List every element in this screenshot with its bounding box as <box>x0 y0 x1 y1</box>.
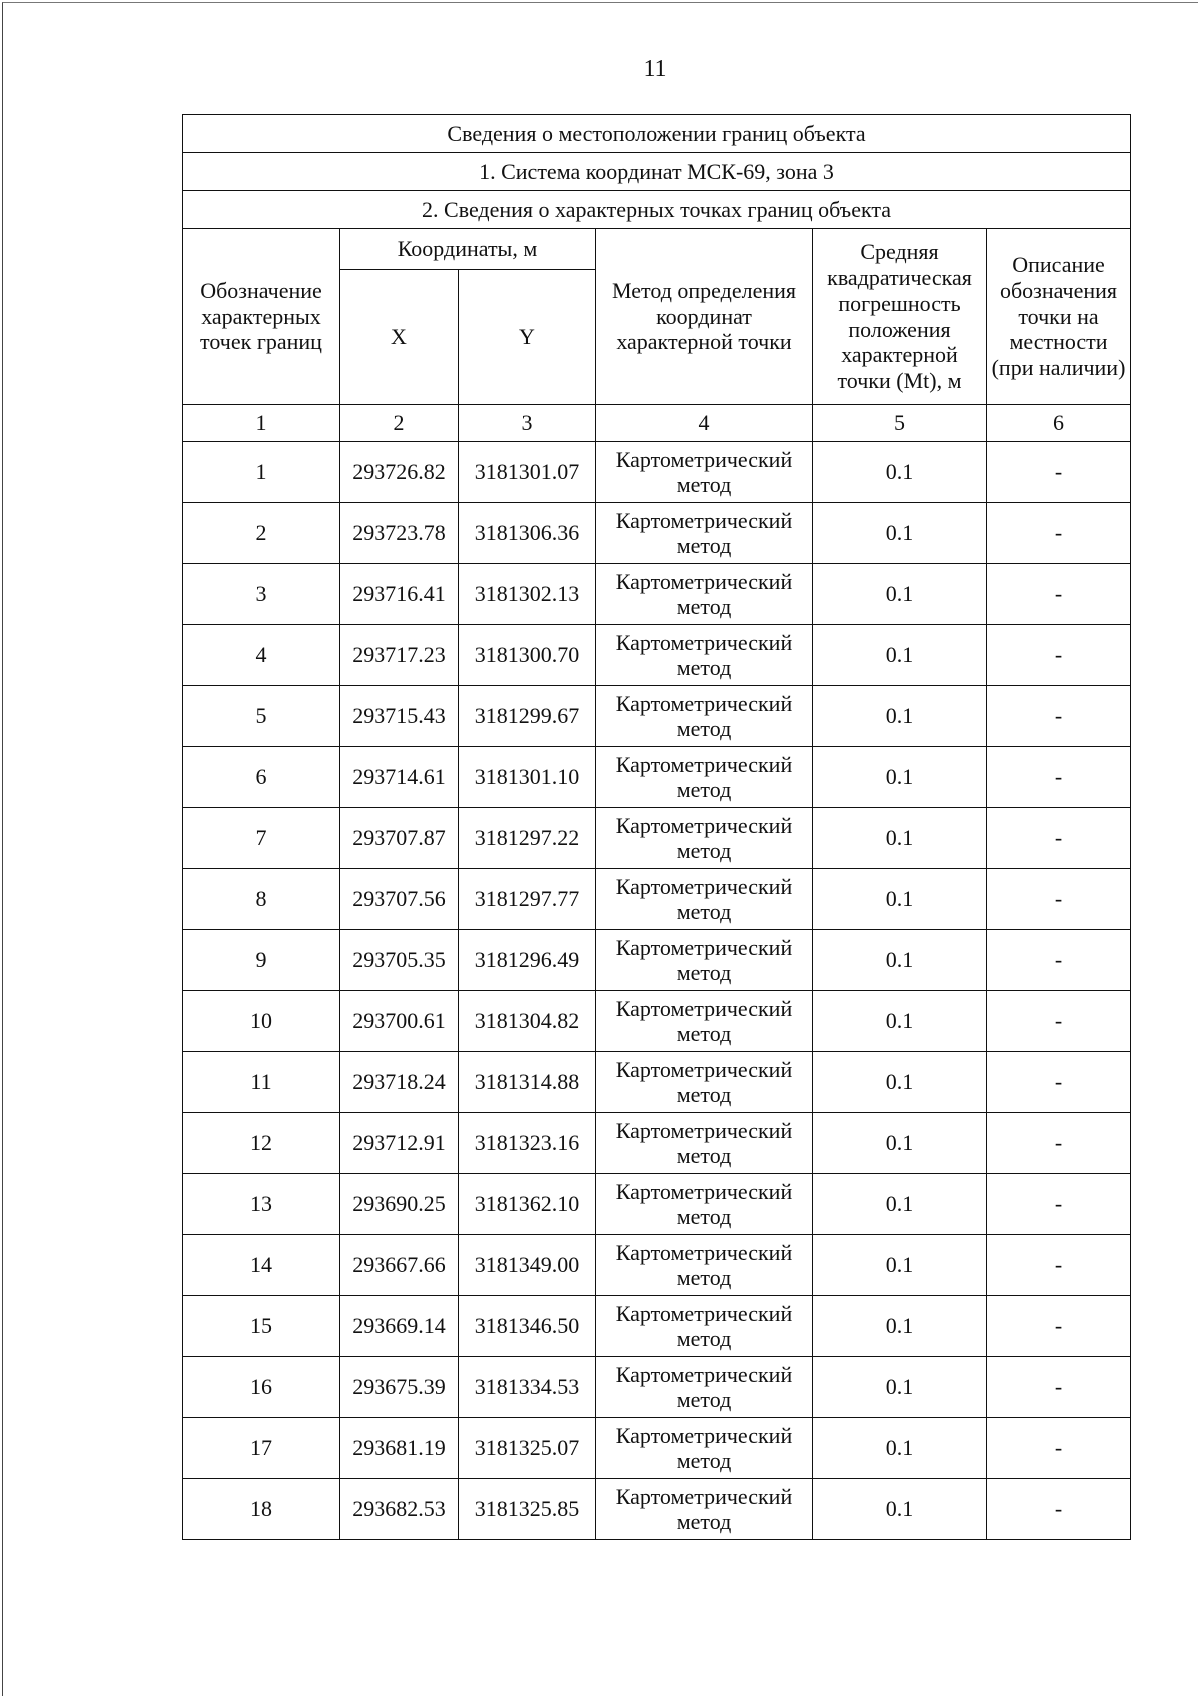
description-cell: - <box>987 1296 1131 1357</box>
x-coordinate-cell: 293707.87 <box>340 808 459 869</box>
table-row <box>183 1235 1131 1296</box>
error-cell: 0.1 <box>813 564 987 625</box>
point-number-cell: 17 <box>183 1418 340 1479</box>
x-coordinate-cell: 293682.53 <box>340 1479 459 1540</box>
description-cell: - <box>987 442 1131 503</box>
point-number-cell: 18 <box>183 1479 340 1540</box>
x-coordinate-cell: 293714.61 <box>340 747 459 808</box>
y-coordinate-cell: 3181362.10 <box>459 1174 596 1235</box>
description-cell: - <box>987 625 1131 686</box>
point-number-cell: 6 <box>183 747 340 808</box>
method-cell: Картометрический метод <box>596 1113 813 1174</box>
description-cell: - <box>987 1235 1131 1296</box>
method-cell: Картометрический метод <box>596 625 813 686</box>
error-cell: 0.1 <box>813 1418 987 1479</box>
point-number-cell: 11 <box>183 1052 340 1113</box>
method-cell: Картометрический метод <box>596 1418 813 1479</box>
y-coordinate-cell: 3181334.53 <box>459 1357 596 1418</box>
x-coordinate-cell: 293707.56 <box>340 869 459 930</box>
y-coordinate-cell: 3181323.16 <box>459 1113 596 1174</box>
error-cell: 0.1 <box>813 686 987 747</box>
y-coordinate-cell: 3181302.13 <box>459 564 596 625</box>
error-cell: 0.1 <box>813 808 987 869</box>
method-cell: Картометрический метод <box>596 1479 813 1540</box>
table-row <box>183 991 1131 1052</box>
description-cell: - <box>987 1113 1131 1174</box>
point-number-cell: 9 <box>183 930 340 991</box>
point-number-cell: 1 <box>183 442 340 503</box>
error-cell: 0.1 <box>813 1357 987 1418</box>
method-cell: Картометрический метод <box>596 686 813 747</box>
error-cell: 0.1 <box>813 869 987 930</box>
description-cell: - <box>987 1418 1131 1479</box>
table-row <box>183 930 1131 991</box>
header-y: Y <box>459 270 596 405</box>
point-number-cell: 12 <box>183 1113 340 1174</box>
y-coordinate-cell: 3181297.77 <box>459 869 596 930</box>
error-cell: 0.1 <box>813 930 987 991</box>
x-coordinate-cell: 293718.24 <box>340 1052 459 1113</box>
y-coordinate-cell: 3181300.70 <box>459 625 596 686</box>
table-row <box>183 869 1131 930</box>
table-row <box>183 625 1131 686</box>
table-body <box>183 442 1131 1540</box>
y-coordinate-cell: 3181304.82 <box>459 991 596 1052</box>
method-cell: Картометрический метод <box>596 1296 813 1357</box>
x-coordinate-cell: 293716.41 <box>340 564 459 625</box>
column-number: 6 <box>987 405 1131 442</box>
table-row <box>183 686 1131 747</box>
description-cell: - <box>987 564 1131 625</box>
description-cell: - <box>987 1479 1131 1540</box>
description-cell: - <box>987 869 1131 930</box>
description-cell: - <box>987 930 1131 991</box>
point-number-cell: 13 <box>183 1174 340 1235</box>
point-number-cell: 14 <box>183 1235 340 1296</box>
table-title: Сведения о местоположении границ объекта <box>183 115 1131 153</box>
table-row <box>183 1418 1131 1479</box>
error-cell: 0.1 <box>813 503 987 564</box>
method-cell: Картометрический метод <box>596 747 813 808</box>
header-x: X <box>340 270 459 405</box>
header-description: Описание обозначения точки на местности (при наличии) <box>987 229 1131 405</box>
table-row <box>183 1357 1131 1418</box>
point-number-cell: 3 <box>183 564 340 625</box>
table-row <box>183 564 1131 625</box>
description-cell: - <box>987 686 1131 747</box>
point-number-cell: 5 <box>183 686 340 747</box>
y-coordinate-cell: 3181325.85 <box>459 1479 596 1540</box>
x-coordinate-cell: 293717.23 <box>340 625 459 686</box>
description-cell: - <box>987 1174 1131 1235</box>
description-cell: - <box>987 1052 1131 1113</box>
y-coordinate-cell: 3181297.22 <box>459 808 596 869</box>
error-cell: 0.1 <box>813 1296 987 1357</box>
x-coordinate-cell: 293700.61 <box>340 991 459 1052</box>
method-cell: Картометрический метод <box>596 1052 813 1113</box>
description-cell: - <box>987 1357 1131 1418</box>
x-coordinate-cell: 293705.35 <box>340 930 459 991</box>
point-number-cell: 4 <box>183 625 340 686</box>
y-coordinate-cell: 3181349.00 <box>459 1235 596 1296</box>
column-number: 4 <box>596 405 813 442</box>
y-coordinate-cell: 3181296.49 <box>459 930 596 991</box>
column-number: 5 <box>813 405 987 442</box>
point-number-cell: 2 <box>183 503 340 564</box>
table-row <box>183 442 1131 503</box>
method-cell: Картометрический метод <box>596 808 813 869</box>
method-cell: Картометрический метод <box>596 869 813 930</box>
coordinate-system: 1. Система координат МСК-69, зона 3 <box>183 153 1131 191</box>
method-cell: Картометрический метод <box>596 1357 813 1418</box>
section-title: 2. Сведения о характерных точках границ объекта <box>183 191 1131 229</box>
header-coordinates: Координаты, м <box>340 229 596 270</box>
x-coordinate-cell: 293726.82 <box>340 442 459 503</box>
y-coordinate-cell: 3181306.36 <box>459 503 596 564</box>
method-cell: Картометрический метод <box>596 503 813 564</box>
point-number-cell: 15 <box>183 1296 340 1357</box>
method-cell: Картометрический метод <box>596 1235 813 1296</box>
description-cell: - <box>987 503 1131 564</box>
error-cell: 0.1 <box>813 1174 987 1235</box>
column-number: 3 <box>459 405 596 442</box>
x-coordinate-cell: 293690.25 <box>340 1174 459 1235</box>
error-cell: 0.1 <box>813 1235 987 1296</box>
page-number: 11 <box>643 56 667 82</box>
method-cell: Картометрический метод <box>596 564 813 625</box>
point-number-cell: 8 <box>183 869 340 930</box>
error-cell: 0.1 <box>813 1052 987 1113</box>
x-coordinate-cell: 293681.19 <box>340 1418 459 1479</box>
boundary-points-table <box>182 114 1131 1540</box>
error-cell: 0.1 <box>813 625 987 686</box>
y-coordinate-cell: 3181346.50 <box>459 1296 596 1357</box>
description-cell: - <box>987 991 1131 1052</box>
table-row <box>183 1174 1131 1235</box>
description-cell: - <box>987 808 1131 869</box>
header-method: Метод определения координат характерной точки <box>596 229 813 405</box>
y-coordinate-cell: 3181301.10 <box>459 747 596 808</box>
error-cell: 0.1 <box>813 991 987 1052</box>
table-row <box>183 808 1131 869</box>
y-coordinate-cell: 3181299.67 <box>459 686 596 747</box>
y-coordinate-cell: 3181301.07 <box>459 442 596 503</box>
x-coordinate-cell: 293723.78 <box>340 503 459 564</box>
table-row <box>183 747 1131 808</box>
table-row <box>183 1296 1131 1357</box>
method-cell: Картометрический метод <box>596 1174 813 1235</box>
x-coordinate-cell: 293669.14 <box>340 1296 459 1357</box>
x-coordinate-cell: 293712.91 <box>340 1113 459 1174</box>
y-coordinate-cell: 3181314.88 <box>459 1052 596 1113</box>
column-number: 1 <box>183 405 340 442</box>
error-cell: 0.1 <box>813 1113 987 1174</box>
header-error: Средняя квадратическая погрешность положения характерной точки (Mt), м <box>813 229 987 405</box>
table-row <box>183 503 1131 564</box>
description-cell: - <box>987 747 1131 808</box>
method-cell: Картометрический метод <box>596 991 813 1052</box>
method-cell: Картометрический метод <box>596 442 813 503</box>
point-number-cell: 16 <box>183 1357 340 1418</box>
point-number-cell: 7 <box>183 808 340 869</box>
y-coordinate-cell: 3181325.07 <box>459 1418 596 1479</box>
method-cell: Картометрический метод <box>596 930 813 991</box>
error-cell: 0.1 <box>813 442 987 503</box>
error-cell: 0.1 <box>813 747 987 808</box>
point-number-cell: 10 <box>183 991 340 1052</box>
error-cell: 0.1 <box>813 1479 987 1540</box>
header-point-designation: Обозначение характерных точек границ <box>183 229 340 405</box>
table-row <box>183 1052 1131 1113</box>
table-row <box>183 1479 1131 1540</box>
table-row <box>183 1113 1131 1174</box>
column-number: 2 <box>340 405 459 442</box>
x-coordinate-cell: 293667.66 <box>340 1235 459 1296</box>
x-coordinate-cell: 293675.39 <box>340 1357 459 1418</box>
x-coordinate-cell: 293715.43 <box>340 686 459 747</box>
